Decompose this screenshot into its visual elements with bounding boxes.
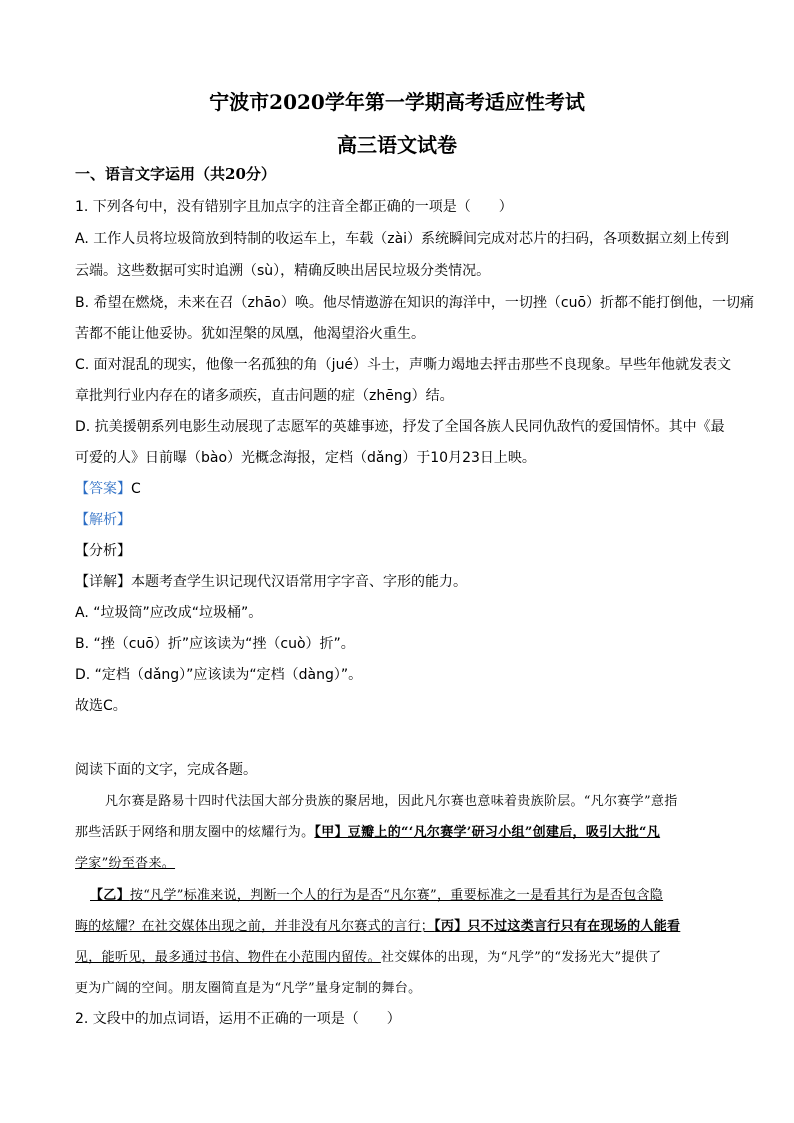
passage-p2-line3-b: 社交媒体的出现，为“凡学”的“发扬光大”提供了 <box>380 950 662 965</box>
passage-p2-line3-a: 见，能听见，最多通过书信、物件在小范围内留传。 <box>75 950 381 965</box>
passage-yi-text: 按“凡学”标准来说，判断一个人的行为是否“凡尔赛”，重要标准之一是看其行为是否包含隐 <box>129 888 664 903</box>
passage-p2-line3 <box>75 948 661 968</box>
detail-text: 本题考查学生识记现代汉语常用字字音、字形的能力。 <box>131 574 467 590</box>
exam-title: 宁波市2020学年第一学期高考适应性考试 <box>209 90 585 114</box>
question-2-stem: 2. 文段中的加点词语，运用不正确的一项是（ ） <box>75 1011 401 1027</box>
passage-p2-line4: 更为广阔的空间。朋友圈简直是为“凡学”量身定制的舞台。 <box>75 981 422 996</box>
passage-p1-line2-a: 那些活跃于网络和朋友圈中的炫耀行为。 <box>75 825 315 840</box>
fenxi-label: 【分析】 <box>75 543 131 559</box>
option-b-line1: B. 希望在燃烧，未来在召（zhāo）唤。他尽情遨游在知识的海洋中，一切挫（cuō）折都不能打倒他，一切痛 <box>75 295 755 311</box>
passage-p1-line1: 凡尔赛是路易十四时代法国大部分贵族的聚居地，因此凡尔赛也意味着贵族阶层。“凡尔赛学”意指 <box>105 794 678 809</box>
passage-yi-marker: 【乙】 <box>90 888 130 903</box>
passage-p2-line1 <box>90 886 663 906</box>
detail-row <box>75 572 467 592</box>
answer-row <box>75 479 141 499</box>
explain-a: A. “垃圾筒”应改成“垃圾桶”。 <box>75 605 263 621</box>
option-c-line1: C. 面对混乱的现实，他像一名孤独的角（jué）斗士，声嘶力竭地去抨击那些不良现象。早些年他就发表文 <box>75 357 732 373</box>
passage-p2-line2-a: 晦的炫耀？在社交媒体出现之前，并非没有凡尔赛式的言行； <box>75 919 435 934</box>
passage-p2-line2 <box>75 917 680 937</box>
detail-label: 【详解】 <box>75 574 131 590</box>
passage-bing: 【丙】只不过这类言行只有在现场的人能看 <box>434 919 681 934</box>
option-d-line1: D. 抗美援朝系列电影生动展现了志愿军的英雄事迹，抒发了全国各族人民同仇敌忾的爱国情怀。其中《最 <box>75 419 725 435</box>
conclusion: 故选C。 <box>75 698 127 714</box>
exam-subtitle: 高三语文试卷 <box>337 133 457 157</box>
answer-label: 【答案】 <box>75 481 131 497</box>
passage-jia: 【甲】豆瓣上的“‘凡尔赛学’研习小组”创建后，吸引大批“凡 <box>314 825 661 840</box>
option-d-line2: 可爱的人》日前曝（bào）光概念海报，定档（dǎng）于10月23日上映。 <box>75 450 536 466</box>
explain-b: B. “挫（cuō）折”应该读为“挫（cuò）折”。 <box>75 636 355 652</box>
question-1-stem: 1. 下列各句中，没有错别字且加点字的注音全都正确的一项是（ ） <box>75 199 513 215</box>
passage-p1-line3: 学家”纷至沓来。 <box>75 856 176 871</box>
option-b-line2: 苦都不能让他妥协。犹如涅槃的凤凰，他渴望浴火重生。 <box>75 326 425 342</box>
option-c-line2: 章批判行业内存在的诸多顽疾，直击问题的症（zhēng）结。 <box>75 388 454 404</box>
explain-d: D. “定档（dǎng）”应该读为“定档（dàng）”。 <box>75 667 363 683</box>
passage-p1-line2 <box>75 823 660 843</box>
option-a-line2: 云端。这些数据可实时追溯（sù），精确反映出居民垃圾分类情况。 <box>75 263 491 279</box>
answer-value: C <box>131 481 141 497</box>
option-a-line1: A. 工作人员将垃圾筒放到特制的收运车上，车载（zài）系统瞬间完成对芯片的扫码，各项数据立刻上传到 <box>75 231 730 247</box>
section-heading: 一、语言文字运用（共20分） <box>75 165 276 183</box>
analysis-label: 【解析】 <box>75 512 131 528</box>
reading-intro: 阅读下面的文字，完成各题。 <box>75 762 257 778</box>
